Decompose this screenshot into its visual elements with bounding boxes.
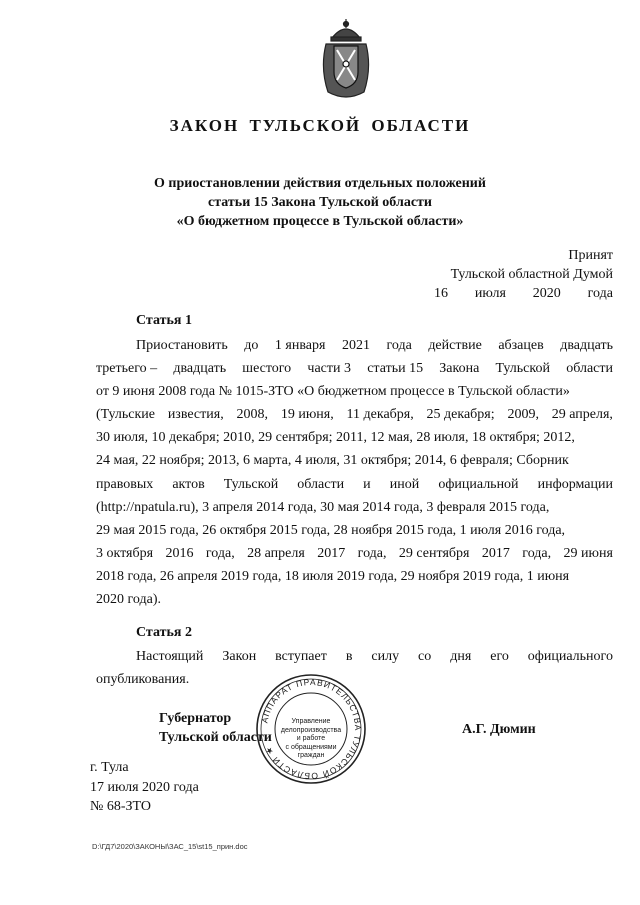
word: абзацев <box>498 338 544 353</box>
word: 29 мая 2015 года, 26 октября 2015 года, 28 ноября 2015 года, 1 июля 2016 года, <box>96 522 566 538</box>
word: от 9 июня 2008 года № 1015-ЗТО «О бюджетном процессе в Тульской области» <box>96 384 570 400</box>
word: силу <box>371 649 400 664</box>
word: 25 декабря; <box>426 407 495 423</box>
word: его <box>490 649 509 664</box>
word: вступает <box>275 649 327 664</box>
text-line <box>96 565 613 588</box>
word: 2016 <box>165 545 194 561</box>
adoption-year-word: года <box>587 286 613 301</box>
word: двадцать <box>560 338 613 353</box>
svg-text:АППАРАТ ПРАВИТЕЛЬСТВА ТУЛЬСКОЙ: АППАРАТ ПРАВИТЕЛЬСТВА ТУЛЬСКОЙ ОБЛАСТИ ★ <box>259 676 364 782</box>
text-line <box>96 403 613 426</box>
word: (Тульские <box>96 407 155 423</box>
word: до <box>244 338 259 353</box>
signing-date: 17 июля 2020 года <box>90 779 199 795</box>
word: известия, <box>167 407 224 423</box>
adoption-month: июля <box>474 286 506 301</box>
word: области <box>297 476 345 492</box>
word: и <box>363 476 371 492</box>
word: в <box>345 649 353 664</box>
subject-line: статьи 15 Закона Тульской области <box>208 195 432 210</box>
word: 24 мая, 22 ноября; 2013, 6 марта, 4 июля, 31 октября; 2014, 6 февраля; Сборник <box>96 453 569 469</box>
adoption-body: Тульской областной Думой <box>450 267 613 282</box>
law-subject <box>80 174 560 231</box>
word: актов <box>172 476 205 492</box>
word: 29 июня <box>563 545 613 561</box>
stamp-line: делопроизводства <box>280 726 342 734</box>
article-1-text <box>96 334 613 611</box>
law-title: ЗАКОН ТУЛЬСКОЙ ОБЛАСТИ <box>169 116 471 135</box>
text-line <box>96 449 613 472</box>
text-line <box>96 542 613 565</box>
word: статьи 15 <box>367 361 424 377</box>
text-line <box>96 357 613 380</box>
word: правовых <box>96 476 154 492</box>
word: 19 июня, <box>280 407 334 423</box>
text-line <box>96 496 613 519</box>
governor-title-line: Тульской области <box>159 730 272 745</box>
word: дня <box>450 649 472 664</box>
word: года <box>386 338 412 353</box>
word: официальной <box>438 476 519 492</box>
word: иной <box>389 476 420 492</box>
word: со <box>418 649 432 664</box>
word: области <box>566 361 613 377</box>
word: двадцать <box>173 361 227 377</box>
word: (http://npatula.ru), 3 апреля 2014 года, 30 мая 2014 года, 3 февраля 2015 года, <box>96 499 550 515</box>
word: года, <box>357 545 387 561</box>
word: 11 декабря, <box>346 407 414 423</box>
word: 2017 <box>481 545 510 561</box>
word: Тульской <box>223 476 279 492</box>
word: 2021 <box>341 338 370 353</box>
word: 29 сентября <box>398 545 470 561</box>
governor-title-line: Губернатор <box>159 711 232 726</box>
word: года, <box>522 545 552 561</box>
stamp-line: граждан <box>297 752 325 759</box>
word: опубликования. <box>96 672 190 688</box>
text-line <box>96 426 613 449</box>
stamp-line: Управление <box>291 718 331 725</box>
text-line <box>96 519 613 542</box>
text-line <box>96 380 613 403</box>
word: 29 апреля, <box>551 407 613 423</box>
adoption-day: 16 <box>434 286 448 301</box>
word: шестого <box>242 361 292 377</box>
coat-of-arms-icon <box>318 18 374 100</box>
adoption-date <box>400 284 613 303</box>
word: 30 июля, 10 декабря; 2010, 29 сентября; 2011, 12 мая, 28 июля, 18 октября; 2012, <box>96 430 575 446</box>
word: Тульской <box>495 361 550 377</box>
text-line <box>96 588 613 611</box>
adoption-year: 2020 <box>532 286 561 301</box>
word: Приостановить <box>136 338 228 353</box>
subject-line: О приостановлении действия отдельных положений <box>154 176 486 191</box>
stamp-line: и работе <box>296 735 326 742</box>
word: 2020 года). <box>96 592 161 608</box>
word: информации <box>537 476 613 492</box>
adoption-accepted: Принят <box>568 248 613 263</box>
word: 2008, <box>236 407 269 423</box>
word: 2018 года, 26 апреля 2019 года, 18 июля 2019 года, 29 ноября 2019 года, 1 июня <box>96 568 570 584</box>
word: 3 октября <box>96 545 154 561</box>
word: Закон <box>222 649 257 664</box>
file-path: D:\ГД7\2020\ЗАКОНЫ\ЗАС_15\st15_прин.doc <box>92 842 248 851</box>
word: 1 января <box>274 338 326 353</box>
text-line <box>96 334 613 357</box>
word: 2009, <box>507 407 539 423</box>
word: Настоящий <box>136 649 204 664</box>
text-line <box>96 473 613 496</box>
word: 28 апреля <box>247 545 305 561</box>
law-number: № 68-ЗТО <box>90 799 152 814</box>
word: части 3 <box>307 361 351 377</box>
stamp-line: с обращениями <box>285 743 337 751</box>
word: действие <box>428 338 482 353</box>
word: Закона <box>439 361 480 377</box>
stamp-center-text <box>272 718 350 761</box>
adoption-block <box>400 246 613 303</box>
word: третьего – <box>96 361 158 377</box>
subject-line: «О бюджетном процессе в Тульской области» <box>176 214 464 229</box>
word: официального <box>527 649 613 664</box>
city: г. Тула <box>90 760 129 775</box>
article-1-heading: Статья 1 <box>136 313 192 328</box>
article-2-heading: Статья 2 <box>136 625 192 640</box>
word: 2017 <box>317 545 346 561</box>
text-line <box>96 645 613 668</box>
governor-name: А.Г. Дюмин <box>462 722 536 737</box>
word: года, <box>205 545 235 561</box>
place-date-block <box>90 758 199 817</box>
